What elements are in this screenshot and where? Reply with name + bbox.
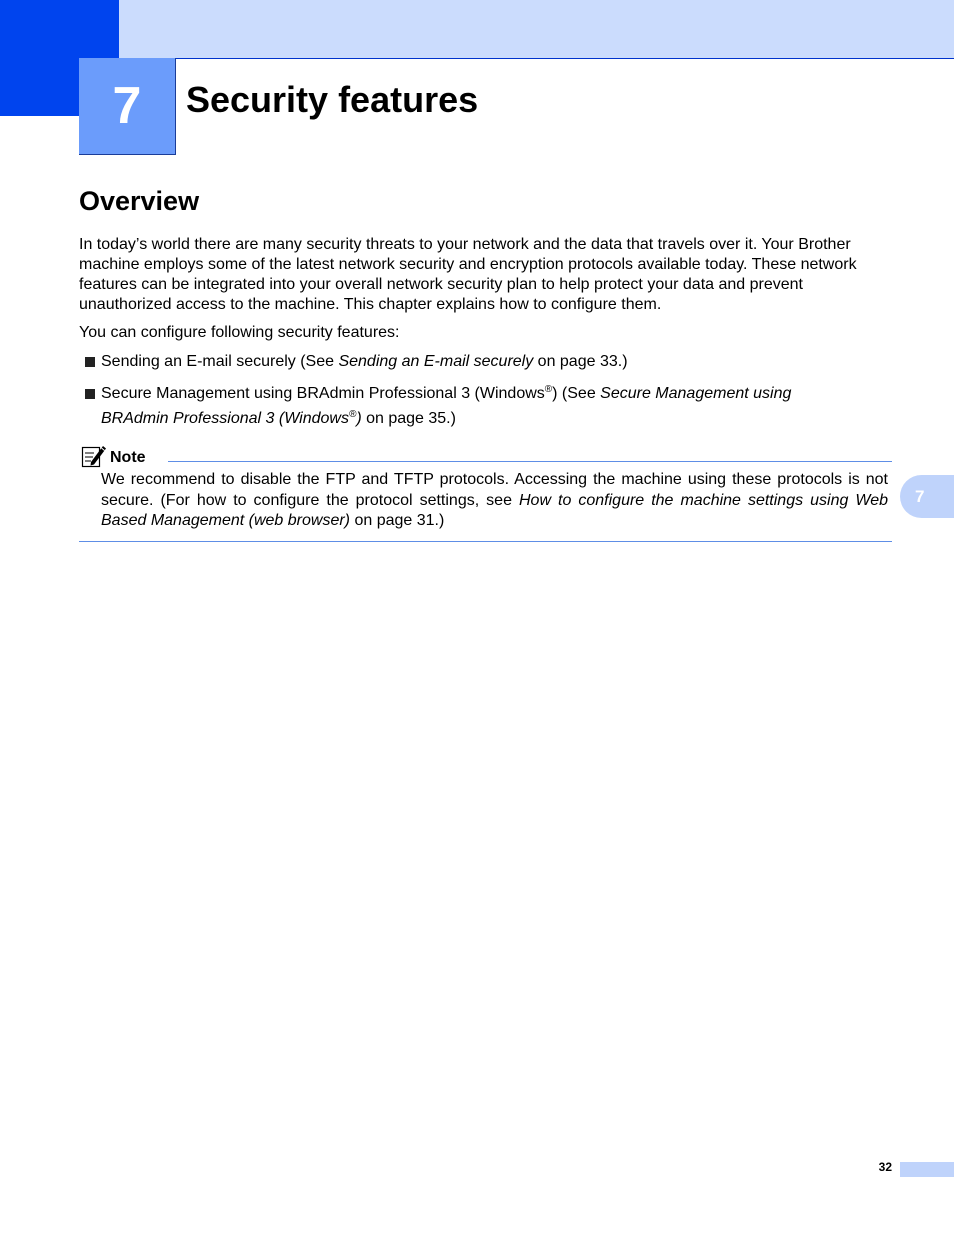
note-top-divider [168,461,892,462]
note-text: We recommend to disable the FTP and TFTP protocols. Accessing the machine using these protocols is not secure. (For how to configure the protocol settings, see [101,471,888,509]
registered-mark: ® [544,384,553,395]
note-body [101,470,888,532]
registered-mark: ® [348,409,357,420]
chapter-title: Security features [186,79,479,120]
cross-reference-link[interactable]: How to configure the machine settings using Web Based Management (web browser) [101,491,888,529]
chapter-number-box: 7 [79,58,176,155]
list-item-text [101,349,855,374]
bullet-square-icon [85,389,95,399]
page-reference: on page 31.) [350,512,445,529]
list-item-lead: Secure Management using BRAdmin Professional 3 (Windows [101,385,545,402]
bullet-square-icon [85,357,95,367]
chapter-side-tab[interactable]: 7 [900,475,954,518]
intro-paragraph: In today’s world there are many security threats to your network and the data that travels over it. Your Brother machine employs some of the latest network security and encryption protocols available today. These network features can be integrated into your overall network security plan to help protect your data and prevent unauthorized access to the machine. This chapter explains how to configure them. [79,236,857,313]
list-item-lead: Sending an E-mail securely (See [101,353,339,370]
link-text-end: ) [356,410,362,427]
note-label: Note [110,449,146,466]
link-text: Secure Management using BRAdmin Professional 3 (Windows [101,385,792,427]
page-number-bar [900,1162,954,1177]
list-item [85,349,855,374]
page-reference: on page 33.) [533,353,628,370]
note-bottom-divider [79,541,892,542]
list-item-lead-cont: ) (See [552,385,601,402]
page-number: 32 [878,1160,892,1174]
list-item [85,381,855,431]
page-reference: on page 35.) [361,410,456,427]
list-item-text [101,381,855,431]
intro-lead: You can configure following security features: [79,324,400,341]
header-band [119,0,954,59]
cross-reference-link[interactable]: Sending an E-mail securely [338,353,534,370]
section-title: Overview [79,186,200,216]
pencil-note-icon [81,443,107,469]
